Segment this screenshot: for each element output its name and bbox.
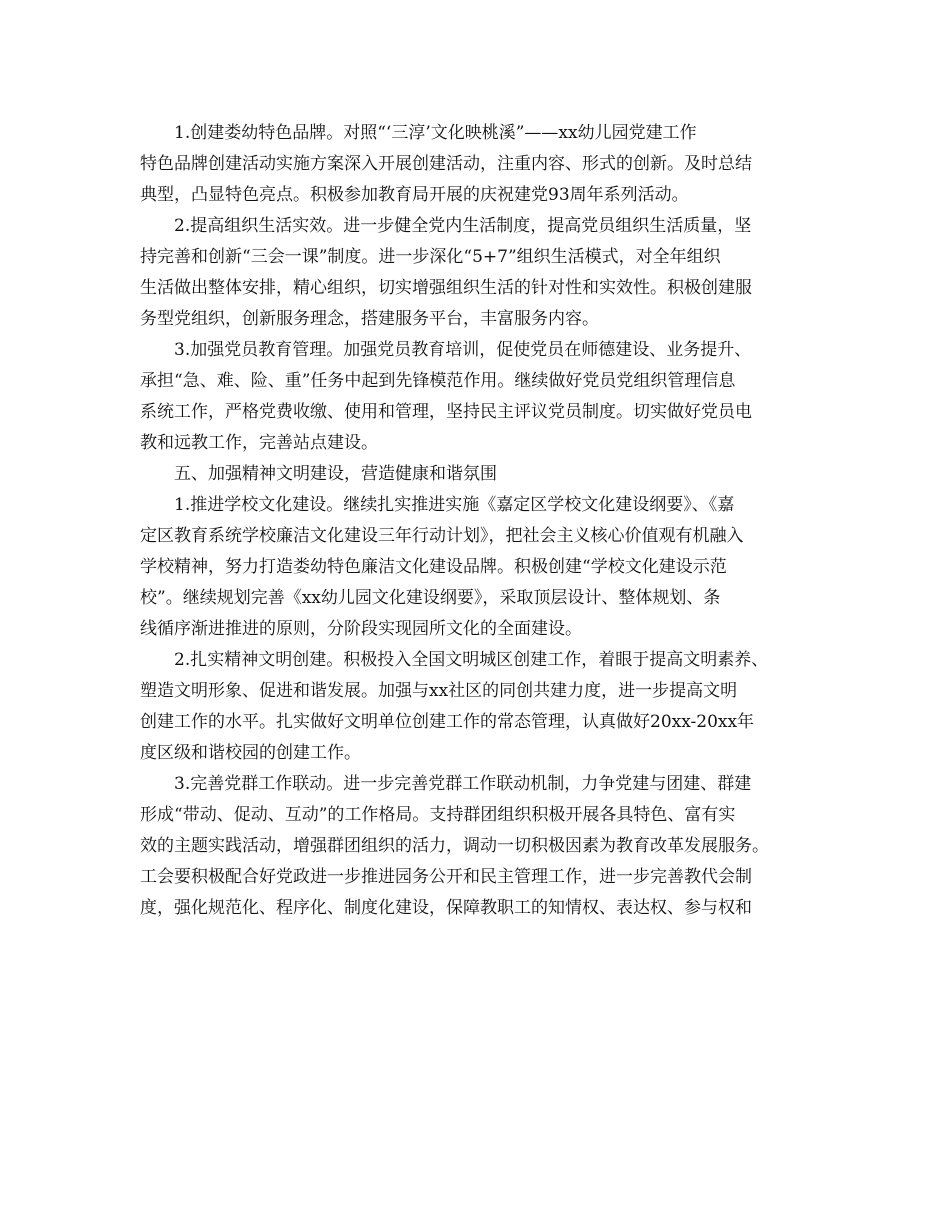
text-line: 承担“急、难、险、重”任务中起到先锋模范作用。继续做好党员党组织管理信息: [140, 371, 736, 391]
text-line: 系统工作，严格党费收缴、使用和管理，坚持民主评议党员制度。切实做好党员电: [140, 402, 752, 422]
text-line: 校”。继续规划完善《xx幼儿园文化建设纲要》，采取顶层设计、整体规划、条: [140, 588, 721, 608]
text-line: 度区级和谐校园的创建工作。: [140, 743, 361, 763]
text-line: 创建工作的水平。扎实做好文明单位创建工作的常态管理，认真做好20xx-20xx年: [140, 712, 755, 732]
text-line: 线循序渐进推进的原则，分阶段实现园所文化的全面建设。: [140, 619, 582, 639]
text-line: 持完善和创新“三会一课”制度。进一步深化“5+7”组织生活模式，对全年组织: [140, 247, 721, 267]
text-line: 1.推进学校文化建设。继续扎实推进实施《嘉定区学校文化建设纲要》、《嘉: [174, 495, 735, 515]
text-line: 定区教育系统学校廉洁文化建设三年行动计划》，把社会主义核心价值观有机融入: [140, 526, 744, 546]
text-line: 务型党组织，创新服务理念，搭建服务平台，丰富服务内容。: [140, 309, 599, 329]
text-line: 度，强化规范化、程序化、制度化建设，保障教职工的知情权、表达权、参与权和: [140, 898, 752, 918]
text-line: 工会要积极配合好党政进一步推进园务公开和民主管理工作，进一步完善教代会制: [140, 867, 752, 887]
text-line: 生活做出整体安排，精心组织，切实增强组织生活的针对性和实效性。积极创建服: [140, 278, 752, 298]
text-line: 塑造文明形象、促进和谐发展。加强与xx社区的同创共建力度，进一步提高文明: [140, 681, 738, 701]
text-line: 3.完善党群工作联动。进一步完善党群工作联动机制，力争党建与团建、群建: [174, 774, 752, 794]
text-line: 1.创建娄幼特色品牌。对照“‘三淳’文化映桃溪”——xx幼儿园党建工作: [174, 123, 697, 143]
text-line: 典型，凸显特色亮点。积极参加教育局开展的庆祝建党93周年系列活动。: [140, 185, 689, 205]
text-line: 教和远教工作，完善站点建设。: [140, 433, 378, 453]
text-line: 形成“带动、促动、互动”的工作格局。支持群团组织积极开展各具特色、富有实: [140, 805, 736, 825]
text-line: 特色品牌创建活动实施方案深入开展创建活动，注重内容、形式的创新。及时总结: [140, 154, 752, 174]
text-line: 2.提高组织生活实效。进一步健全党内生活制度，提高党员组织生活质量，坚: [174, 216, 752, 236]
text-line: 2.扎实精神文明创建。积极投入全国文明城区创建工作，着眼于提高文明素养、: [174, 650, 769, 670]
text-line: 效的主题实践活动，增强群团组织的活力，调动一切积极因素为教育改革发展服务。: [140, 836, 769, 856]
text-line: 学校精神，努力打造娄幼特色廉洁文化建设品牌。积极创建“学校文化建设示范: [140, 557, 727, 577]
document-body: [140, 118, 820, 924]
text-line: 3.加强党员教育管理。加强党员教育培训，促使党员在师德建设、业务提升、: [174, 340, 752, 360]
section-heading: 五、加强精神文明建设，营造健康和谐氛围: [174, 464, 497, 484]
